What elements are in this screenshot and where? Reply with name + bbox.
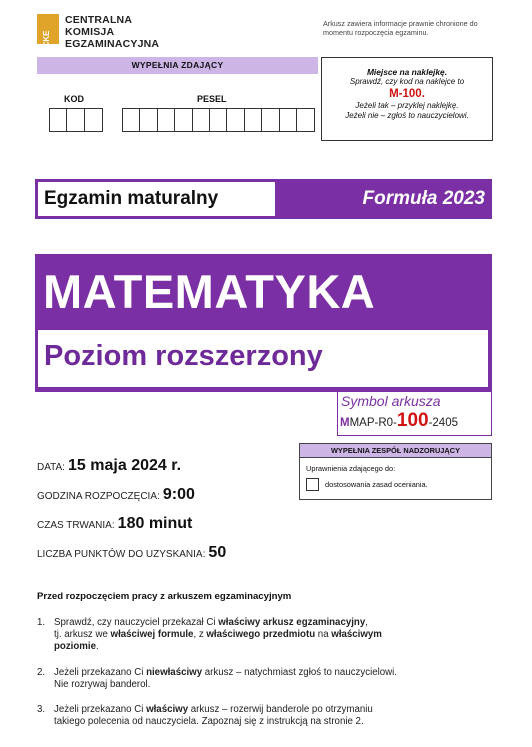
symbol-code-m: M (340, 417, 350, 429)
symbol-code-suffix: -2405 (428, 417, 458, 429)
pesel-box[interactable] (175, 109, 192, 131)
supervising-team-box (299, 443, 492, 500)
bold-text: właściwym (331, 629, 382, 640)
symbol-label: Symbol arkusza (341, 393, 441, 409)
instruction-text (54, 704, 373, 728)
pesel-boxes[interactable] (122, 108, 315, 132)
kod-box[interactable] (67, 109, 84, 131)
pesel-box[interactable] (140, 109, 157, 131)
bold-text: poziomie (54, 641, 96, 652)
instruction-number: 2. (37, 667, 46, 678)
pesel-box[interactable] (158, 109, 175, 131)
bold-text: właściwej formule (110, 629, 194, 640)
date-value: 15 maja 2024 r. (68, 457, 182, 474)
exam-name: Egzamin maturalny (38, 182, 275, 216)
confidential-notice: Arkusz zawiera informacje prawnie chronione do momentu rozpoczęcia egzaminu. (323, 19, 478, 37)
pesel-box[interactable] (227, 109, 244, 131)
logo-mark-text: CKE (42, 30, 51, 48)
symbol-code-number: 100 (396, 410, 429, 431)
duration-value: 180 minut (117, 515, 193, 532)
bold-text: właściwego przedmiotu (206, 629, 316, 640)
sticker-line-2: Jeżeli tak – przyklej naklejkę. (355, 101, 459, 110)
cke-logo (37, 14, 159, 50)
text: Jeżeli przekazano Ci (54, 704, 147, 715)
team-line: Uprawnienia zdającego do: (306, 464, 396, 473)
logo-line-3: EGZAMINACYJNA (65, 38, 160, 50)
text: , (365, 617, 368, 628)
bold-text: niewłaściwy (146, 667, 203, 678)
instruction-item (37, 617, 497, 653)
sticker-line-1: Sprawdź, czy kod na naklejce to (349, 77, 465, 86)
pesel-box[interactable] (193, 109, 210, 131)
bold-text: właściwy (146, 704, 189, 715)
exam-formula: Formuła 2023 (362, 188, 485, 209)
start-time-row (37, 486, 195, 504)
bold-text: właściwy arkusz egzaminacyjny (218, 617, 366, 628)
kod-boxes[interactable] (49, 108, 103, 132)
symbol-code-prefix: MAP-R0- (349, 417, 397, 429)
pesel-box[interactable] (123, 109, 140, 131)
text: tj. arkusz we (54, 629, 111, 640)
subject-title: MATEMATYKA (43, 265, 376, 318)
instruction-text (54, 667, 397, 691)
duration-row (37, 515, 192, 533)
instruction-number: 3. (37, 704, 46, 715)
kod-label: KOD (64, 94, 84, 104)
text: arkusz – rozerwij banderole po otrzymaniu (188, 704, 373, 715)
sticker-code: M-100. (389, 88, 425, 100)
pesel-label: PESEL (197, 94, 227, 104)
kod-box[interactable] (50, 109, 67, 131)
points-value: 50 (208, 544, 227, 561)
start-time-label: GODZINA ROZPOCZĘCIA: (37, 491, 160, 502)
start-time-value: 9:00 (162, 486, 195, 503)
instruction-item (37, 667, 497, 691)
date-row (37, 457, 181, 475)
sticker-title: Miejsce na naklejkę. (366, 67, 448, 77)
pesel-box[interactable] (210, 109, 227, 131)
instruction-text (54, 617, 382, 653)
candidate-fill-header: WYPEŁNIA ZDAJĄCY (37, 57, 318, 74)
instruction-item (37, 704, 497, 728)
logo-text (65, 14, 159, 50)
date-label: DATA: (37, 462, 65, 473)
pesel-box[interactable] (245, 109, 262, 131)
points-row (37, 544, 226, 562)
text: , z (193, 629, 207, 640)
team-check-row (300, 478, 491, 491)
pesel-box[interactable] (297, 109, 314, 131)
text: arkusz – natychmiast zgłoś to nauczycielowi. (202, 667, 398, 678)
kod-box[interactable] (85, 109, 102, 131)
adjustment-checkbox-label: dostosowania zasad oceniania. (325, 480, 428, 489)
points-label: LICZBA PUNKTÓW DO UZYSKANIA: (37, 549, 206, 560)
text: Jeżeli przekazano Ci (54, 667, 147, 678)
text: na (315, 629, 332, 640)
cke-logo-mark (37, 14, 59, 48)
instruction-number: 1. (37, 617, 46, 628)
pesel-box[interactable] (280, 109, 297, 131)
pesel-box[interactable] (262, 109, 279, 131)
adjustment-checkbox[interactable] (306, 478, 319, 491)
sticker-placeholder (321, 57, 493, 141)
text: takiego polecenia od nauczyciela. Zapoznaj się z instrukcją na stronie 2. (54, 716, 364, 727)
text: Nie rozrywaj banderol. (54, 679, 151, 690)
team-header: WYPEŁNIA ZESPÓŁ NADZORUJĄCY (300, 444, 491, 458)
duration-label: CZAS TRWANIA: (37, 520, 115, 531)
text: . (95, 641, 99, 652)
symbol-code (340, 410, 458, 432)
text: Sprawdź, czy nauczyciel przekazał Ci (54, 617, 219, 628)
sticker-line-3: Jeżeli nie – zgłoś to nauczycielowi. (345, 111, 469, 120)
subject-level: Poziom rozszerzony (44, 340, 323, 372)
logo-line-2: KOMISJA (65, 26, 115, 38)
instructions-heading: Przed rozpoczęciem pracy z arkuszem egzaminacyjnym (37, 591, 292, 602)
logo-line-1: CENTRALNA (65, 14, 133, 26)
